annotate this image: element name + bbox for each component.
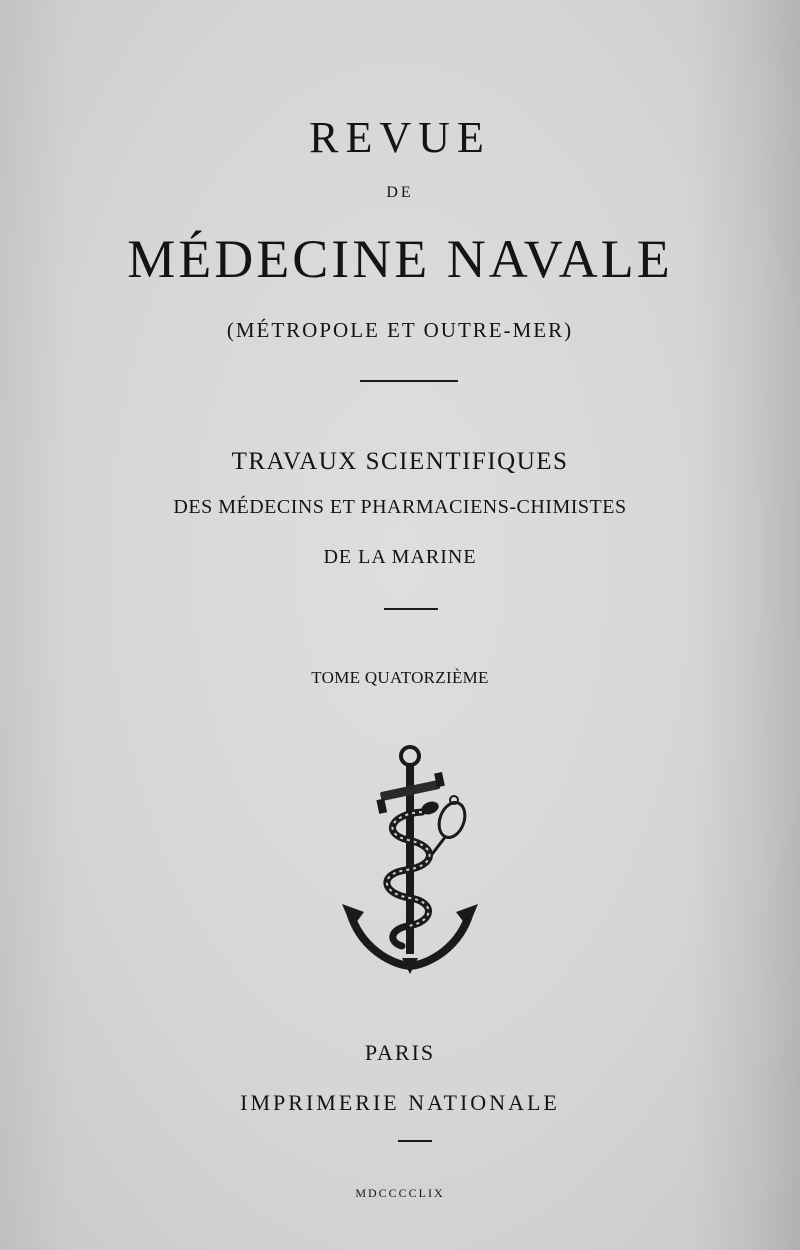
- journal-title-revue: REVUE: [309, 113, 491, 162]
- section-subtitle: DES MÉDECINS ET PHARMACIENS-CHIMISTES: [173, 496, 627, 518]
- journal-title-main: MÉDECINE NAVALE: [127, 229, 673, 289]
- journal-subtitle: (MÉTROPOLE ET OUTRE-MER): [226, 318, 574, 342]
- imprint-city: PARIS: [364, 1040, 436, 1065]
- divider-rule: [360, 380, 458, 382]
- anchor-caduceus-icon: [330, 742, 490, 982]
- imprint-printer: IMPRIMERIE NATIONALE: [240, 1090, 560, 1115]
- section-title: TRAVAUX SCIENTIFIQUES: [231, 448, 569, 475]
- divider-rule: [384, 608, 438, 610]
- volume-label: TOME QUATORZIÈME: [311, 668, 489, 687]
- section-subtitle-2: DE LA MARINE: [323, 546, 477, 568]
- divider-rule: [398, 1140, 432, 1142]
- journal-title-de: DE: [386, 184, 414, 201]
- imprint-year: MDCCCCLIX: [355, 1186, 445, 1200]
